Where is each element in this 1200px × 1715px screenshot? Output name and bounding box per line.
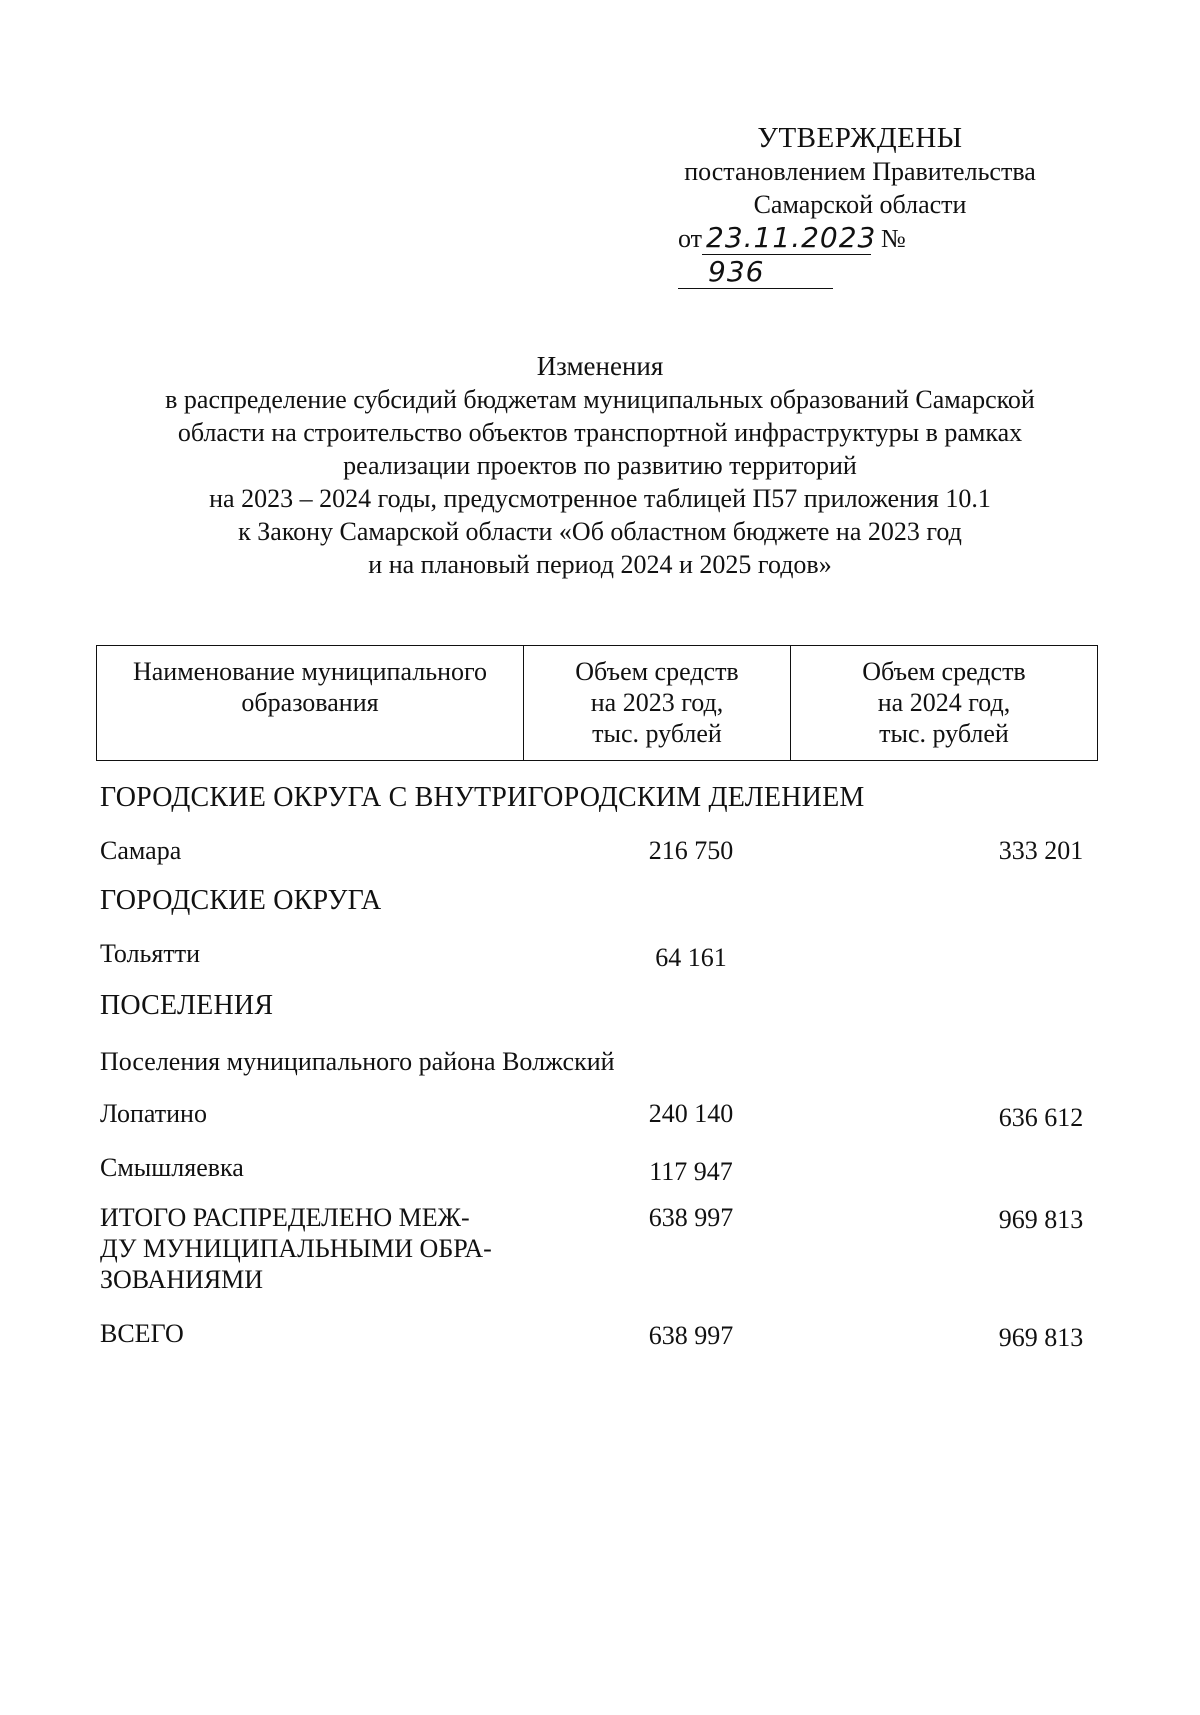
approval-number: 936 <box>678 255 833 289</box>
header-2023 <box>524 646 791 761</box>
title-line: к Закону Самарской области «Об областном бюджете на 2023 год <box>238 517 962 546</box>
header-text: образования <box>241 688 379 717</box>
table-header <box>96 645 1098 761</box>
row-name: Лопатино <box>100 1099 207 1128</box>
title-line: реализации проектов по развитию территорий <box>343 451 857 480</box>
approval-block <box>660 122 1060 288</box>
title-line: и на плановый период 2024 и 2025 годов» <box>368 550 832 579</box>
header-text: на 2023 год, <box>590 688 724 717</box>
row-value-2023: 117 947 <box>649 1157 733 1186</box>
row-name-line: ДУ МУНИЦИПАЛЬНЫМИ ОБРА- <box>100 1234 492 1263</box>
header-text: Объем средств <box>862 657 1026 686</box>
row-name-line: ЗОВАНИЯМИ <box>100 1265 264 1294</box>
row-value-2024: 969 813 <box>998 1205 1084 1234</box>
row-name: Тольятти <box>100 939 201 968</box>
row-value-2024: 636 612 <box>998 1103 1084 1132</box>
approval-date-line <box>678 221 1060 288</box>
row-name: ВСЕГО <box>100 1319 184 1348</box>
row-value-2023: 638 997 <box>648 1321 734 1350</box>
header-municipality <box>97 646 524 761</box>
date-prefix: от <box>678 224 703 253</box>
row-name-line: ИТОГО РАСПРЕДЕЛЕНО МЕЖ- <box>100 1203 470 1232</box>
row-name <box>100 1202 540 1295</box>
title-heading: Изменения <box>536 351 664 381</box>
row-value-2024: 969 813 <box>998 1323 1084 1352</box>
row-name: Поселения муниципального района Волжский <box>100 1047 615 1076</box>
document-title <box>100 350 1100 581</box>
approval-line-2: Самарской области <box>753 190 967 219</box>
header-text: Наименование муниципального <box>132 657 488 686</box>
row-name: Смышляевка <box>100 1153 244 1182</box>
title-line: области на строительство объектов транспортной инфраструктуры в рамках <box>177 418 1023 447</box>
header-text: тыс. рублей <box>592 719 722 748</box>
row-value-2023: 216 750 <box>648 836 734 865</box>
header-text: тыс. рублей <box>879 719 1009 748</box>
row-value-2023: 638 997 <box>648 1203 734 1232</box>
row-name: Самара <box>100 836 182 865</box>
header-2024 <box>791 646 1098 761</box>
approval-date: 23.11.2023 <box>702 221 871 255</box>
row-value-2024: 333 201 <box>998 836 1084 865</box>
approval-line-1: постановлением Правительства <box>684 157 1036 186</box>
row-name: ПОСЕЛЕНИЯ <box>100 990 274 1021</box>
title-line: в распределение субсидий бюджетам муниципальных образований Самарской <box>165 385 1035 414</box>
row-value-2023: 240 140 <box>648 1099 734 1128</box>
header-text: на 2024 год, <box>877 688 1011 717</box>
approval-stamp: УТВЕРЖДЕНЫ <box>757 122 963 154</box>
title-line: на 2023 – 2024 годы, предусмотренное таблицей П57 приложения 10.1 <box>209 484 991 513</box>
number-sign: № <box>881 224 906 253</box>
header-text: Объем средств <box>575 657 739 686</box>
row-name: ГОРОДСКИЕ ОКРУГА С ВНУТРИГОРОДСКИМ ДЕЛЕНИЕМ <box>100 782 865 813</box>
row-name: ГОРОДСКИЕ ОКРУГА <box>100 885 382 916</box>
row-value-2023: 64 161 <box>655 943 727 972</box>
